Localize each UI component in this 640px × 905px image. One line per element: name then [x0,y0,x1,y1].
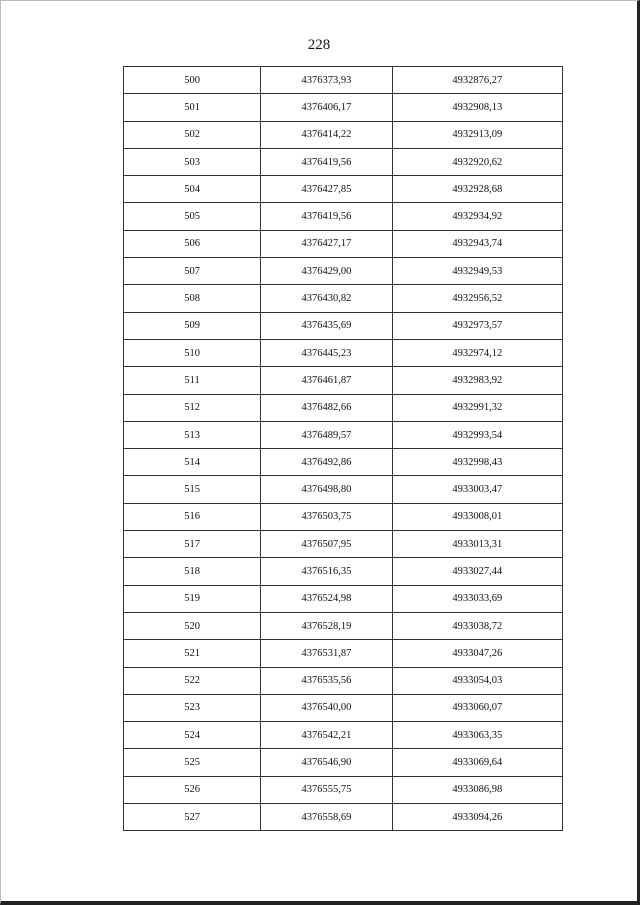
table-row [124,476,563,503]
point-number-cell: 513 [124,421,261,448]
y-coordinate-cell: 4932928,68 [392,176,562,203]
y-coordinate-cell: 4932993,54 [392,421,562,448]
y-coordinate-cell: 4932973,57 [392,312,562,339]
table-row [124,94,563,121]
table-row [124,585,563,612]
x-coordinate-cell: 4376482,66 [261,394,392,421]
x-coordinate-cell: 4376414,22 [261,121,392,148]
point-number-cell: 525 [124,749,261,776]
x-coordinate-cell: 4376528,19 [261,612,392,639]
y-coordinate-cell: 4933047,26 [392,640,562,667]
point-number-cell: 521 [124,640,261,667]
page-number: 228 [307,37,331,53]
y-coordinate-cell: 4933060,07 [392,694,562,721]
point-number-cell: 514 [124,449,261,476]
x-coordinate-cell: 4376546,90 [261,749,392,776]
point-number-cell: 527 [124,804,261,831]
x-coordinate-cell: 4376535,56 [261,667,392,694]
point-number-cell: 517 [124,531,261,558]
table-row [124,367,563,394]
x-coordinate-cell: 4376531,87 [261,640,392,667]
coordinates-table [123,66,563,831]
y-coordinate-cell: 4932913,09 [392,121,562,148]
point-number-cell: 524 [124,722,261,749]
x-coordinate-cell: 4376558,69 [261,804,392,831]
x-coordinate-cell: 4376427,17 [261,230,392,257]
point-number-cell: 501 [124,94,261,121]
table-row [124,121,563,148]
table-row [124,749,563,776]
x-coordinate-cell: 4376373,93 [261,67,392,94]
table-row [124,776,563,803]
table-row [124,503,563,530]
point-number-cell: 526 [124,776,261,803]
table-row [124,339,563,366]
table-row [124,640,563,667]
x-coordinate-cell: 4376489,57 [261,421,392,448]
x-coordinate-cell: 4376461,87 [261,367,392,394]
y-coordinate-cell: 4933033,69 [392,585,562,612]
point-number-cell: 515 [124,476,261,503]
x-coordinate-cell: 4376419,56 [261,148,392,175]
y-coordinate-cell: 4932983,92 [392,367,562,394]
y-coordinate-cell: 4932934,92 [392,203,562,230]
x-coordinate-cell: 4376507,95 [261,531,392,558]
table-row [124,421,563,448]
point-number-cell: 503 [124,148,261,175]
point-number-cell: 523 [124,694,261,721]
table-row [124,285,563,312]
point-number-cell: 504 [124,176,261,203]
x-coordinate-cell: 4376503,75 [261,503,392,530]
table-row [124,804,563,831]
y-coordinate-cell: 4933003,47 [392,476,562,503]
x-coordinate-cell: 4376435,69 [261,312,392,339]
y-coordinate-cell: 4933013,31 [392,531,562,558]
point-number-cell: 508 [124,285,261,312]
point-number-cell: 522 [124,667,261,694]
point-number-cell: 506 [124,230,261,257]
x-coordinate-cell: 4376524,98 [261,585,392,612]
y-coordinate-cell: 4933054,03 [392,667,562,694]
table-row [124,394,563,421]
x-coordinate-cell: 4376445,23 [261,339,392,366]
y-coordinate-cell: 4933094,26 [392,804,562,831]
table-row [124,67,563,94]
y-coordinate-cell: 4932943,74 [392,230,562,257]
point-number-cell: 520 [124,612,261,639]
y-coordinate-cell: 4932908,13 [392,94,562,121]
point-number-cell: 516 [124,503,261,530]
point-number-cell: 507 [124,258,261,285]
point-number-cell: 505 [124,203,261,230]
y-coordinate-cell: 4932956,52 [392,285,562,312]
x-coordinate-cell: 4376429,00 [261,258,392,285]
point-number-cell: 512 [124,394,261,421]
y-coordinate-cell: 4932991,32 [392,394,562,421]
table-row [124,694,563,721]
point-number-cell: 500 [124,67,261,94]
table-row [124,531,563,558]
x-coordinate-cell: 4376516,35 [261,558,392,585]
table-row [124,203,563,230]
point-number-cell: 502 [124,121,261,148]
table-row [124,230,563,257]
table-row [124,722,563,749]
x-coordinate-cell: 4376542,21 [261,722,392,749]
coordinates-table-body [124,67,563,831]
x-coordinate-cell: 4376430,82 [261,285,392,312]
point-number-cell: 519 [124,585,261,612]
table-row [124,258,563,285]
x-coordinate-cell: 4376555,75 [261,776,392,803]
point-number-cell: 509 [124,312,261,339]
point-number-cell: 510 [124,339,261,366]
table-row [124,449,563,476]
y-coordinate-cell: 4933027,44 [392,558,562,585]
x-coordinate-cell: 4376498,80 [261,476,392,503]
y-coordinate-cell: 4932974,12 [392,339,562,366]
table-row [124,148,563,175]
table-row [124,667,563,694]
y-coordinate-cell: 4933063,35 [392,722,562,749]
point-number-cell: 518 [124,558,261,585]
table-row [124,558,563,585]
y-coordinate-cell: 4932920,62 [392,148,562,175]
y-coordinate-cell: 4932949,53 [392,258,562,285]
x-coordinate-cell: 4376406,17 [261,94,392,121]
y-coordinate-cell: 4933069,64 [392,749,562,776]
x-coordinate-cell: 4376492,86 [261,449,392,476]
y-coordinate-cell: 4933008,01 [392,503,562,530]
table-row [124,312,563,339]
point-number-cell: 511 [124,367,261,394]
table-row [124,176,563,203]
y-coordinate-cell: 4932876,27 [392,67,562,94]
x-coordinate-cell: 4376419,56 [261,203,392,230]
table-row [124,612,563,639]
x-coordinate-cell: 4376540,00 [261,694,392,721]
y-coordinate-cell: 4933038,72 [392,612,562,639]
y-coordinate-cell: 4932998,43 [392,449,562,476]
y-coordinate-cell: 4933086,98 [392,776,562,803]
x-coordinate-cell: 4376427,85 [261,176,392,203]
